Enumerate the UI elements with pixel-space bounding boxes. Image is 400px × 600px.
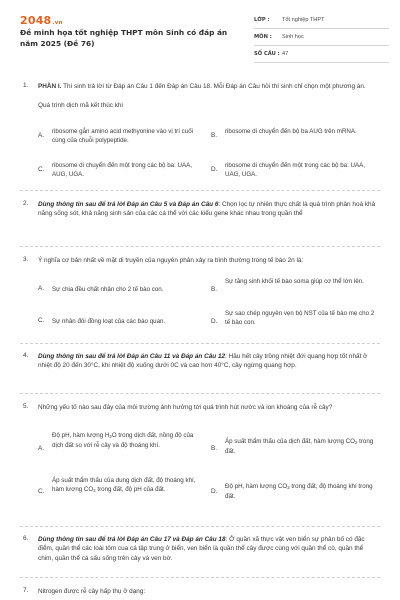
document-meta (254, 15, 389, 66)
option-letter: A. (38, 132, 45, 139)
question-number: 4. (23, 352, 29, 359)
question-text (38, 535, 376, 563)
option-text: Sự sao chép nguyên vẹn bộ NST của tế bào mẹ cho 2 tế bào con. (225, 310, 375, 327)
meta-value: Sinh học (282, 34, 304, 40)
question-body: : Ở quần xã thực vật ven biển sự phân bố có đặc điểm, quần thể các loài tôm cua cá tập trung ở biển, ven biển là quần thể cây được cùng với quần thể cò, quần thể chim, quần thể cá sấu sống trên cây và ven bờ. (38, 536, 365, 562)
brand-name: 2048 (20, 14, 52, 27)
question-text (38, 200, 376, 219)
question-number: 3. (23, 256, 29, 263)
option-letter: B. (211, 132, 218, 139)
meta-row-class (254, 15, 389, 29)
meta-label: SỐ CÂU : (254, 51, 280, 57)
question-number: 5. (23, 403, 29, 410)
meta-label: LỚP : (254, 17, 270, 23)
question-stem: Những yếu tố nào sau đây của môi trường ảnh hưởng tới quá trình hút nước và ion khoáng của rễ cây? (38, 404, 333, 411)
option-text: ribosome di chuyển đến một trong các bộ ba: UAA, AUG, UGA. (52, 162, 192, 179)
option-letter: D. (211, 488, 218, 495)
page-header (0, 0, 400, 70)
option-text: ribosome di chuyển đến bộ ba AUG trên mRNA. (225, 128, 357, 135)
question-body: : Chọn lọc tự nhiên thực chất là quá trình phân hoá khả năng sống sót, khả năng sinh sản của các cá thể với các kiểu gene khác nhau trong quần thể (38, 201, 376, 218)
question-text (38, 352, 376, 371)
option-text: Độ pH, hàm lượng $CO_2$ trong đất, độ thoáng khí trong đất. (225, 483, 373, 501)
question-lead: Dùng thông tin sau để trả lời Đáp án Câu 11 và Đáp án Câu 12 (38, 353, 226, 360)
option-letter: D. (211, 166, 218, 173)
question-intro (38, 82, 376, 91)
question-lead: Dùng thông tin sau để trả lời Đáp án Câu 17 và Đáp án Câu 18 (38, 536, 226, 543)
option-letter: A. (38, 285, 45, 292)
brand-logo[interactable] (20, 14, 63, 27)
option-letter: C. (38, 488, 45, 495)
meta-label: MÔN : (254, 34, 272, 40)
option-letter: B. (211, 286, 218, 293)
question-body: : Hầu hết cây trồng nhiệt đới quang hợp tốt nhất ở nhiệt độ 20 đến 30°C, khi nhiệt độ xuống dưới 0C và cao hơn 40°C, cây ngừng quang hợp. (38, 353, 368, 370)
meta-row-count (254, 49, 389, 63)
question-number: 2. (23, 200, 29, 207)
option-letter: A. (38, 445, 45, 452)
option-text: Sự chia đều chất nhân cho 2 tế bào con. (52, 286, 164, 293)
divider (20, 526, 380, 527)
question-lead: Dùng thông tin sau để trả lời Đáp án Câu 5 và Đáp án Câu 6 (38, 201, 219, 208)
divider (20, 190, 380, 191)
option-text: Sự tăng sinh khối tế bào soma giúp cơ thể lớn lên. (225, 278, 364, 285)
option-letter: C. (38, 166, 45, 173)
question-stem: Ý nghĩa cơ bản nhất về mặt di truyền của nguyên phân xảy ra bình thường trong tế bào 2n là: (38, 257, 304, 264)
option-text: Áp suất thẩm thấu của dung dịch đất, độ thoáng khí, hàm lượng $CO_2$ trong đất, độ pH của đất. (52, 477, 196, 494)
option-text: Độ pH, hàm lượng $H_2O$ trong dịch đất, nồng độ của dịch đất so với rễ cây và độ thoáng khí. (52, 432, 194, 450)
brand-domain: .vn (52, 20, 63, 26)
section-label: PHẦN I. (38, 83, 62, 90)
meta-row-subject (254, 32, 389, 46)
option-text: Áp suất thẩm thấu của dịch đất, hàm lượng $CO_2$ trong đất. (225, 438, 374, 456)
meta-value: Tốt nghiệp THPT (282, 17, 325, 23)
question-stem: Nitrogen được rễ cây hấp thụ ở dạng: (38, 588, 146, 595)
section-instruction: Thí sinh trả lời từ Đáp án Câu 1 đến Đáp án Câu 18. Mỗi Đáp án Câu hỏi thí sinh chỉ chọn một phương án. (61, 83, 366, 90)
divider (20, 393, 380, 394)
question-number: 6. (23, 535, 29, 542)
option-letter: B. (211, 445, 218, 452)
document-title: Đề minh họa tốt nghiệp THPT môn Sinh có đáp án năm 2025 (Đề 76) (20, 28, 228, 48)
question-stem: Quá trình dịch mã kết thúc khi (38, 102, 123, 109)
meta-value: 47 (282, 51, 289, 57)
question-number: 7. (23, 587, 29, 594)
option-text: Sự nhân đôi đồng loạt của các bào quan. (52, 318, 166, 325)
option-letter: D. (211, 318, 218, 325)
question-number: 1. (23, 82, 29, 89)
divider (20, 343, 380, 344)
option-letter: C. (38, 317, 45, 324)
option-text: ribosome gắn amino acid methyonine vào vị trí cuối cùng của chuỗi polypeptide. (52, 128, 194, 145)
divider (20, 246, 380, 247)
option-text: ribosome di chuyển đến một trong các bộ ba: UAA, UAG, UGA. (225, 162, 365, 179)
divider (20, 577, 380, 578)
